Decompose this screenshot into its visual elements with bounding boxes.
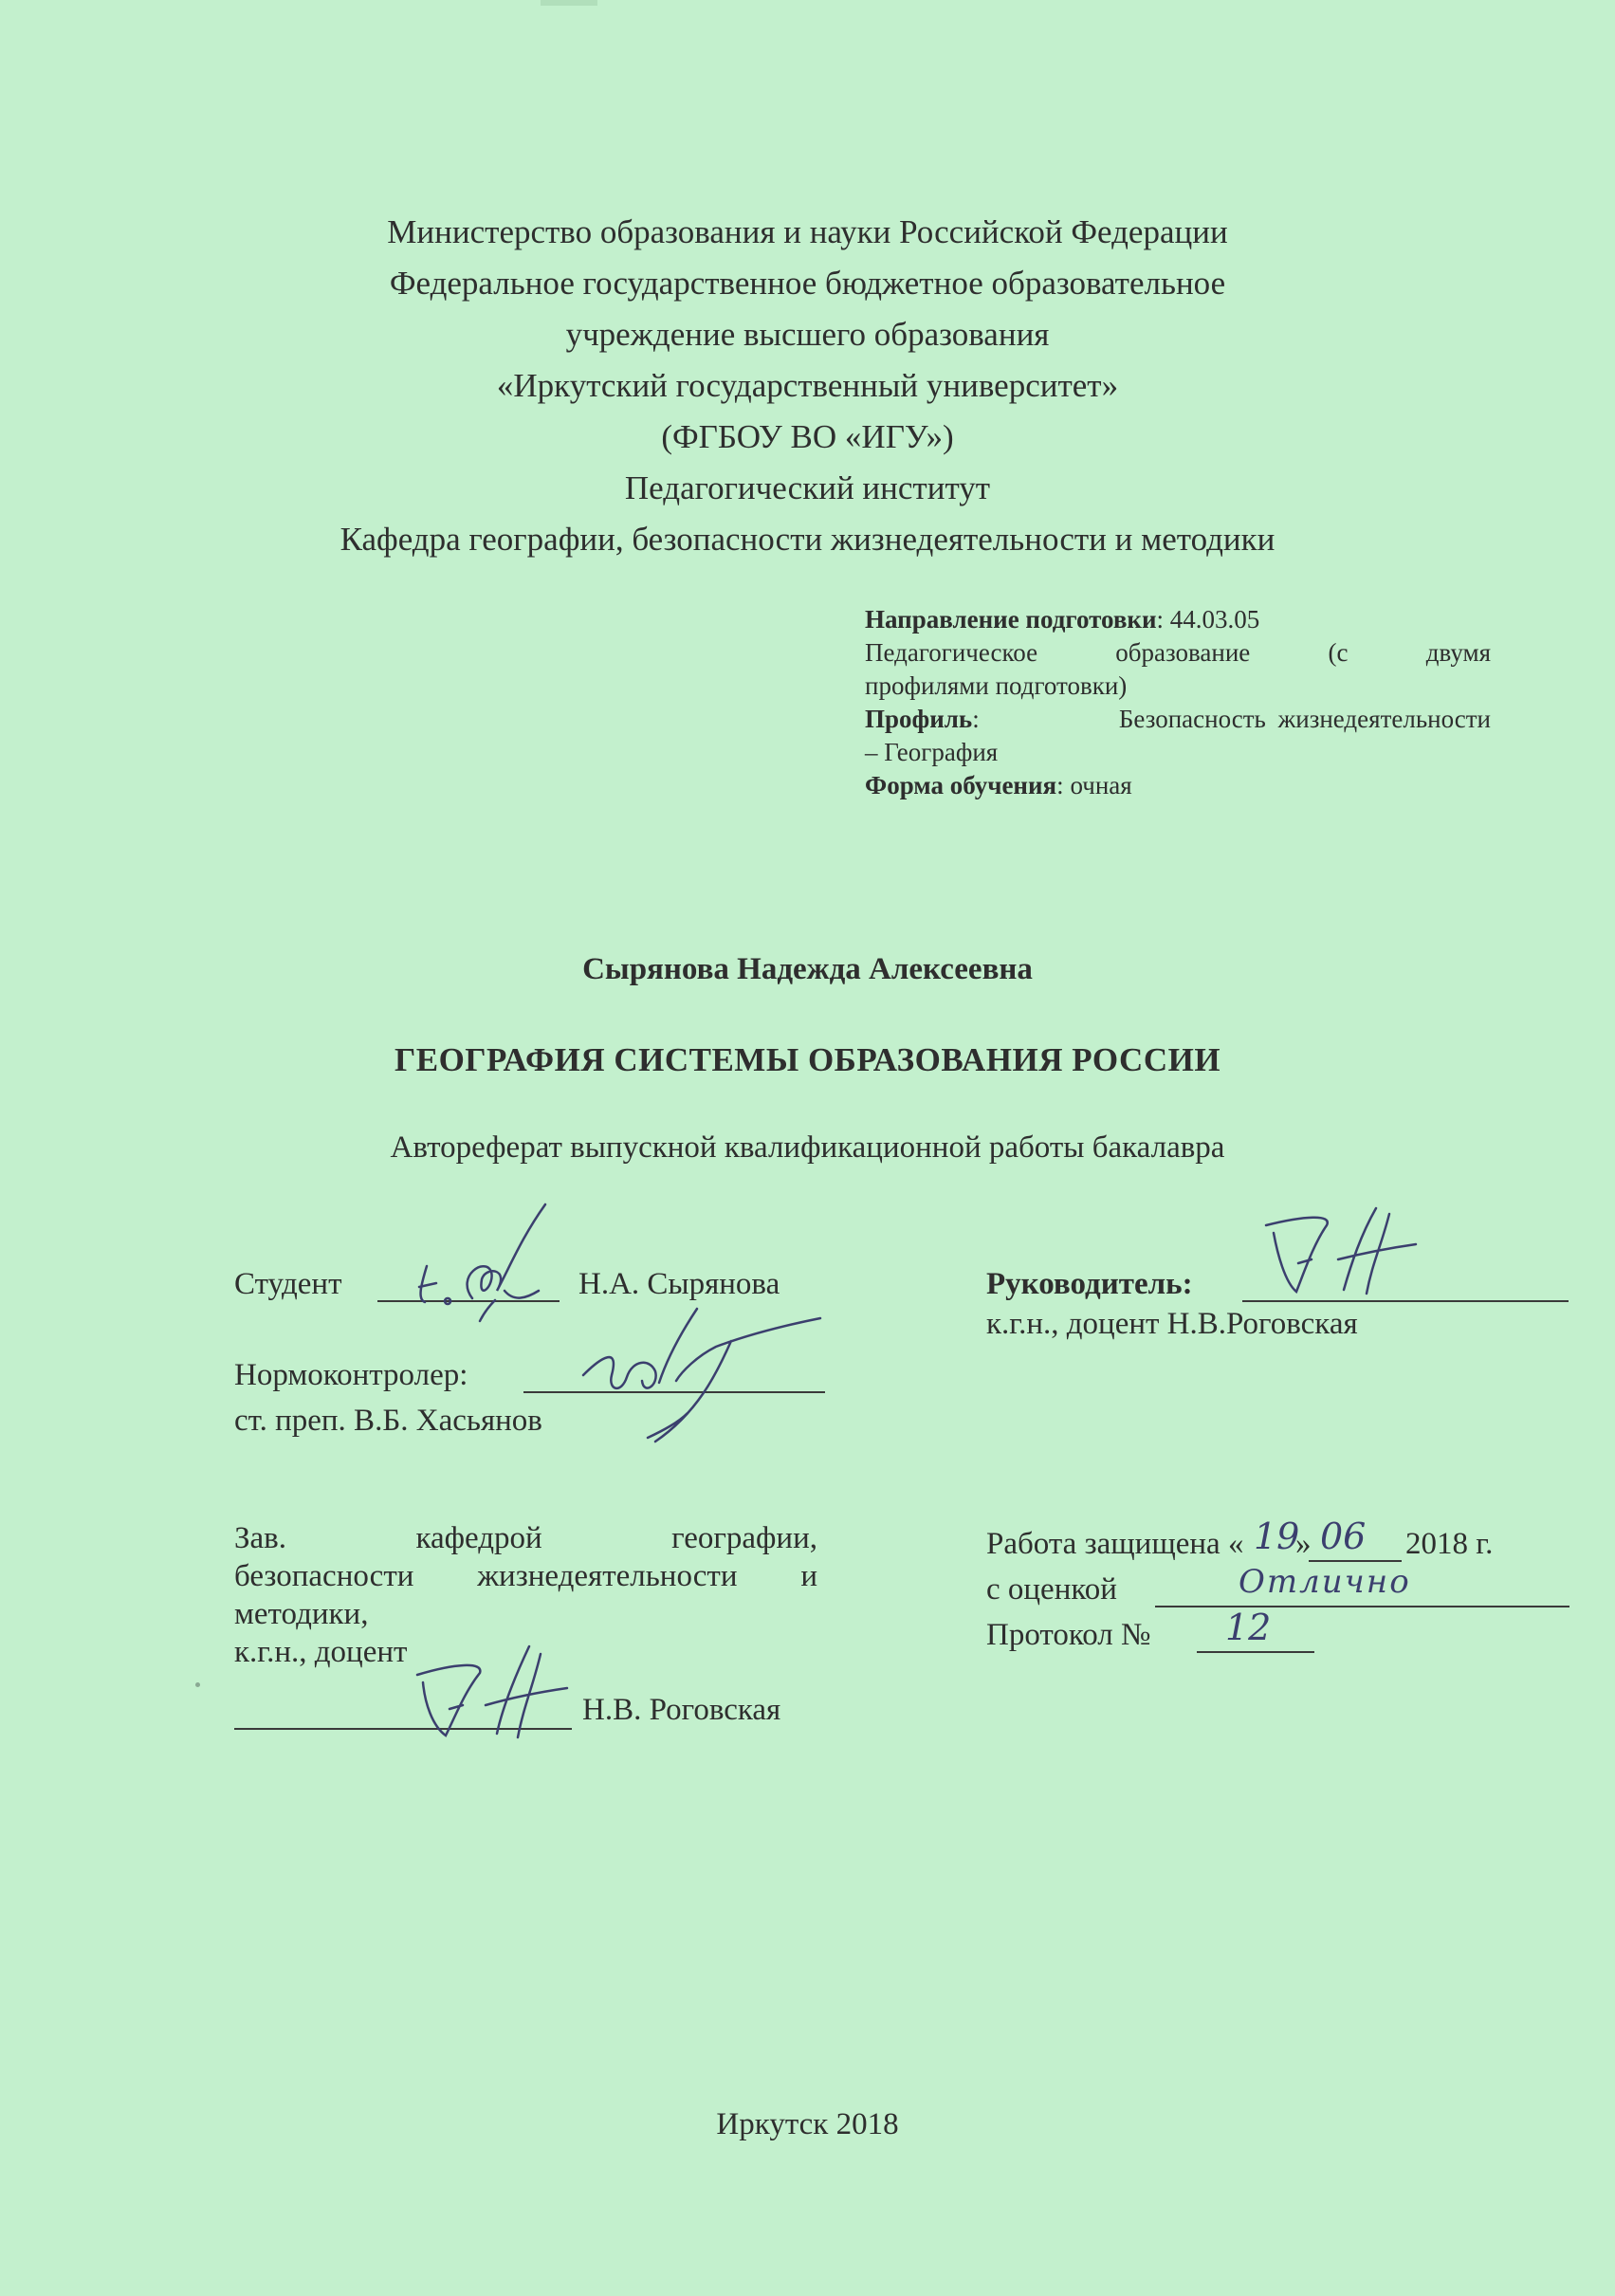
student-signature-icon <box>398 1200 588 1332</box>
defense-label: Работа защищена « <box>986 1527 1244 1561</box>
header-line: Кафедра географии, безопасности жизнедеятельности и методики <box>340 521 1275 558</box>
defense-month: 06 <box>1320 1515 1367 1557</box>
head-line3: методики, <box>234 1597 369 1631</box>
header-line: (ФГБОУ ВО «ИГУ») <box>661 418 954 455</box>
student-label: Студент <box>234 1267 342 1301</box>
city-year: Иркутск 2018 <box>716 2107 899 2141</box>
protocol-value: 12 <box>1225 1607 1272 1648</box>
normcontrol-label: Нормоконтролер: <box>234 1358 468 1392</box>
grade-value: Отлично <box>1239 1563 1411 1601</box>
grade-label: с оценкой <box>986 1572 1117 1607</box>
form-value: очная <box>1070 771 1132 799</box>
header-line: Педагогический институт <box>624 469 991 506</box>
profile-label: Профиль <box>865 705 973 733</box>
thesis-subtitle: Автореферат выпускной квалификационной работы бакалавра <box>390 1130 1225 1165</box>
institution-header <box>0 207 1615 565</box>
defense-day: 19 <box>1254 1515 1300 1557</box>
thesis-title: ГЕОГРАФИЯ СИСТЕМЫ ОБРАЗОВАНИЯ РОССИИ <box>394 1041 1221 1078</box>
profile-value: Безопасность жизнедеятельности <box>1118 705 1491 733</box>
header-line: Федеральное государственное бюджетное образовательное <box>389 265 1226 302</box>
study-direction-block <box>865 603 1491 802</box>
normcontrol-name: ст. преп. В.Б. Хасьянов <box>234 1404 542 1438</box>
defense-mid-quote: » <box>1295 1527 1312 1561</box>
profile-value-line2: – География <box>865 738 999 766</box>
direction-name-line2: профилями подготовки) <box>865 671 1128 700</box>
direction-line: Направление подготовки: 44.03.05 <box>865 605 1260 634</box>
form-label: Форма обучения <box>865 771 1057 799</box>
student-name: Н.А. Сырянова <box>578 1267 780 1301</box>
defense-month-line <box>1309 1560 1402 1562</box>
head-line1: Зав. кафедрой географии, <box>234 1521 817 1555</box>
head-line2: безопасности жизнедеятельности и <box>234 1559 817 1593</box>
scan-artifact <box>541 0 597 6</box>
head-name: Н.В. Роговская <box>582 1693 781 1727</box>
head-line4: к.г.н., доцент <box>234 1635 408 1669</box>
protocol-line <box>1197 1651 1314 1653</box>
grade-line <box>1155 1606 1569 1607</box>
header-line: учреждение высшего образования <box>565 316 1050 353</box>
form-line: Форма обучения: очная <box>865 771 1132 799</box>
supervisor-label: Руководитель: <box>986 1267 1193 1301</box>
defense-year: 2018 г. <box>1405 1527 1494 1561</box>
head-signature-icon <box>408 1641 569 1745</box>
direction-name-line1: Педагогическое образование (с двумя <box>865 638 1491 667</box>
normcontrol-signature-icon <box>564 1299 835 1451</box>
direction-label: Направление подготовки <box>865 605 1157 634</box>
header-line: «Иркутский государственный университет» <box>496 367 1119 404</box>
direction-code: 44.03.05 <box>1169 605 1260 634</box>
profile-line: Профиль: Безопасность жизнедеятельности <box>865 703 1491 736</box>
supervisor-name: к.г.н., доцент Н.В.Роговская <box>986 1307 1358 1341</box>
protocol-label: Протокол № <box>986 1618 1151 1652</box>
header-line: Министерство образования и науки Российской Федерации <box>387 213 1228 250</box>
author-name: Сырянова Надежда Алексеевна <box>582 952 1033 986</box>
supervisor-signature-icon <box>1257 1206 1418 1311</box>
scan-dot <box>195 1682 200 1687</box>
